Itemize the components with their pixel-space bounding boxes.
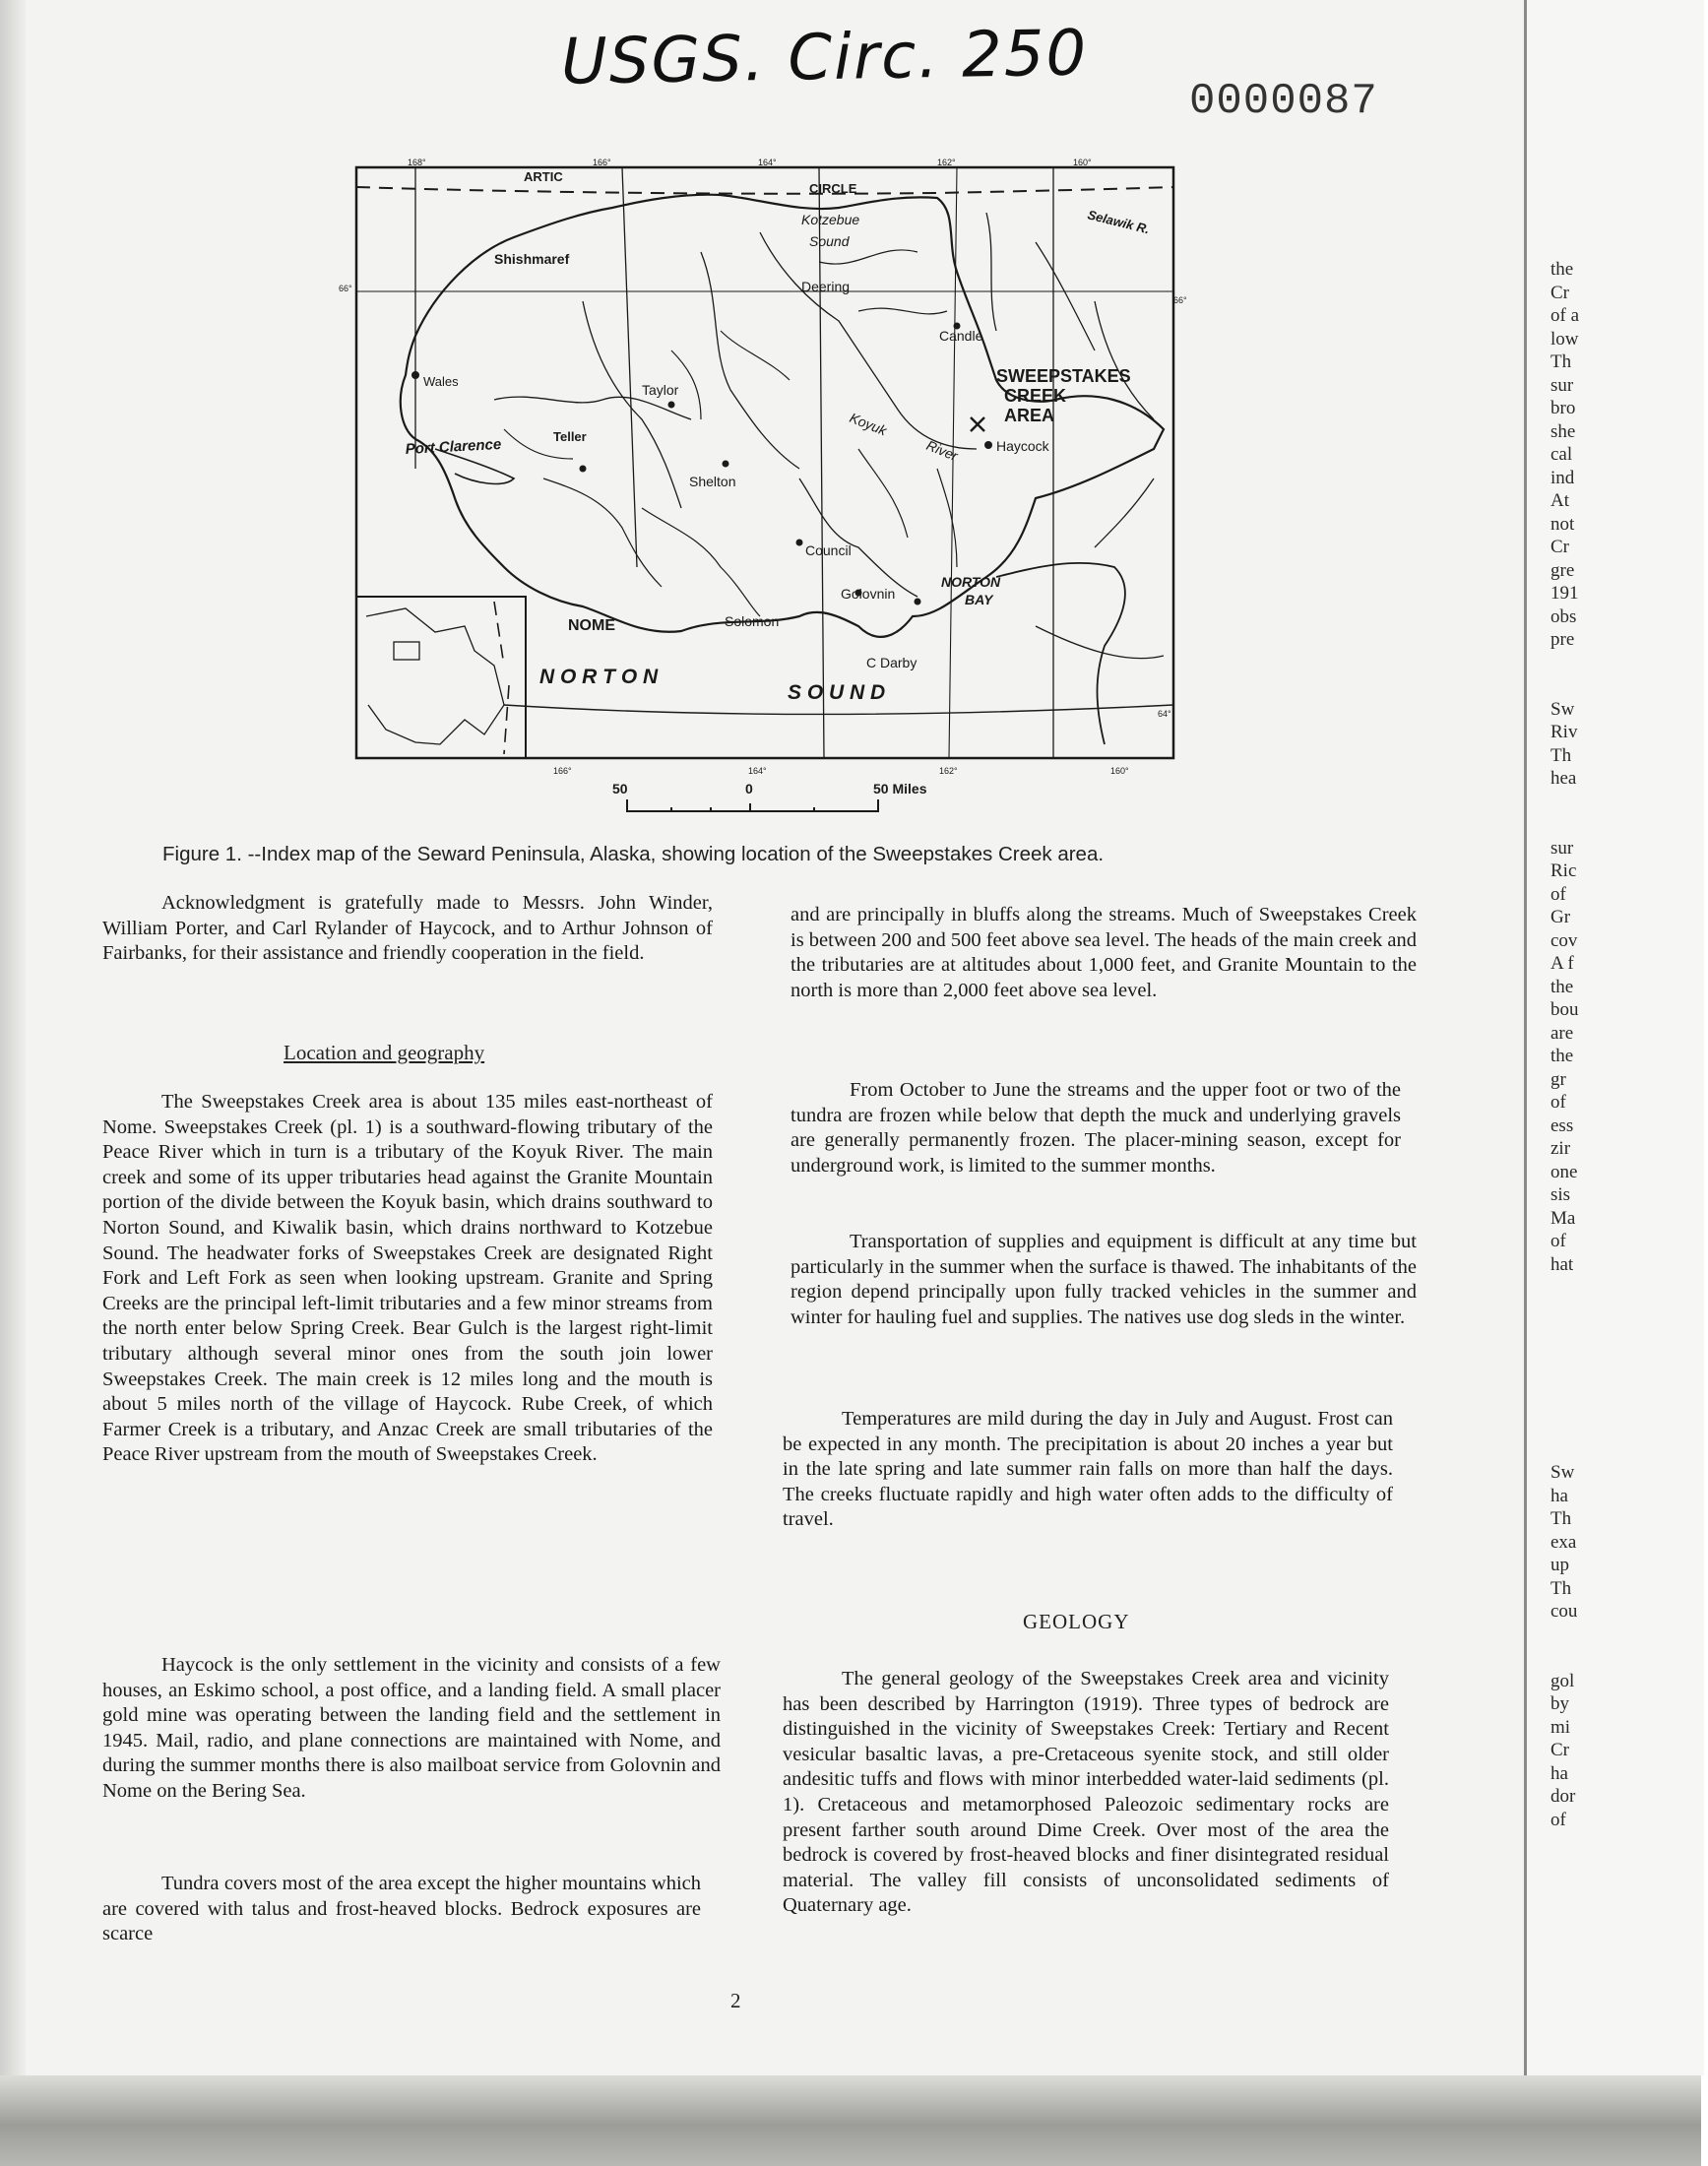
scan-left-edge (0, 0, 26, 2166)
frozen-ground-paragraph: From October to June the streams and the upper foot or two of the tundra are frozen while below that depth the muck and underlying gravels are generally permanently frozen. The placer-mining season, except for underground work, is limited to the summer months. (791, 1079, 1401, 1177)
label-sound: S O U N D (788, 681, 886, 704)
label-sweepstakes: SWEEPSTAKES (996, 366, 1131, 386)
heading-location-geography: Location and geography (284, 1041, 485, 1064)
next-page-fragment: Ric (1550, 860, 1577, 881)
next-page-fragment: gol (1550, 1670, 1575, 1691)
lon-bottom-164: 164° (748, 766, 767, 776)
next-page-fragment: Sw (1550, 1462, 1575, 1483)
label-bay: BAY (965, 592, 993, 607)
next-page-fragment: one (1550, 1161, 1578, 1182)
next-page-fragment: of (1550, 1092, 1566, 1113)
alaska-inset (356, 597, 526, 758)
next-page-fragment: of (1550, 883, 1566, 905)
label-council: Council (805, 542, 852, 558)
next-page-fragment (1550, 1646, 1708, 1670)
next-page-fragment: not (1550, 513, 1575, 535)
lon-bottom-166: 166° (553, 766, 572, 776)
next-page-fragment: gre (1550, 559, 1575, 581)
stamp-number: 0000087 (1189, 77, 1378, 126)
label-taylor: Taylor (642, 382, 679, 398)
lon-bottom-160: 160° (1110, 766, 1129, 776)
next-page-fragment: hat (1550, 1253, 1574, 1275)
next-page-fragment (1550, 791, 1708, 814)
temperature-paragraph: Temperatures are mild during the day in July and August. Frost can be expected in any month. The precipitation is about 20 inches a year but in the late spring and late summer rain falls on more than half the days. The creeks fluctuate rapidly and high water often adds to the difficulty of travel. (783, 1408, 1393, 1531)
next-page-fragment: of a (1550, 305, 1580, 326)
location-paragraph: The Sweepstakes Creek area is about 135 miles east-northeast of Nome. Sweepstakes Creek (pl. 1) is a southward-flowing tributary of the Peace River which in turn is a tributary of the Koyuk River. The main creek and some of its upper tributaries head against the Granite Mountain portion of the divide between the Koyuk basin, which drains southward to Norton Sound, and Kiwalik basin, which drains northward to Kotzebue Sound. The headwater forks of Sweepstakes Creek are designated Right Fork and Left Fork as seen when looking upstream. Granite and Spring Creeks are the principal left-limit tributaries and a few minor streams from the north enter below Spring Creek. Bear Gulch is the largest right-limit tributary although several minor ones from the south join lower Sweepstakes Creek. The main creek is 12 miles long and the mouth is about 5 miles north of the village of Haycock. Rube Creek, of which Farmer Creek is a tributary, and Anzac Creek are small tributaries of the Peace River upstream from the mouth of Sweepstakes Creek. (102, 1091, 713, 1466)
next-page-fragment: pre (1550, 629, 1575, 650)
next-page-fragment (1550, 1392, 1708, 1416)
next-page-fragment: Riv (1550, 722, 1578, 742)
next-page-fragment (1550, 813, 1708, 837)
next-page-fragment: Th (1550, 351, 1572, 372)
next-page-fragment: low (1550, 328, 1579, 350)
haycock-paragraph: Haycock is the only settlement in the vicinity and consists of a few houses, an Eskimo school, a post office, and a landing field. A small placer gold mine was operating between the landing field and the settlement in 1945. Mail, radio, and plane connections are maintained with Nome, and during the summer months there is also mailboat service from Golovnin and Nome on the Bering Sea. (102, 1654, 721, 1802)
next-page-fragment: Th (1550, 1508, 1572, 1529)
next-page-fragment: At (1550, 490, 1569, 511)
next-page-fragment: Ma (1550, 1207, 1576, 1229)
next-page-fragment (1550, 1624, 1708, 1647)
next-page-fragment (1550, 1276, 1708, 1300)
next-page-fragment (1550, 652, 1708, 675)
next-page-fragment: A f (1550, 953, 1574, 974)
next-page-fragment: cou (1550, 1601, 1578, 1622)
lon-top-162: 162° (937, 158, 956, 167)
next-page-fragment: ha (1550, 1762, 1568, 1784)
lon-top-166: 166° (593, 158, 611, 167)
label-solomon: Solomon (725, 613, 780, 629)
label-kotzebue-sound: Sound (809, 233, 850, 249)
altitude-paragraph: and are principally in bluffs along the streams. Much of Sweepstakes Creek is between 200 and 500 feet above sea level. The heads of the main creek and the tributaries are at altitudes about 1,000 feet, and Granite Mountain to the north is more than 2,000 feet above sea level. (791, 904, 1418, 1001)
label-shelton: Shelton (689, 474, 736, 489)
next-page-fragment: bro (1550, 398, 1576, 418)
scale-right: 50 Miles (873, 781, 927, 796)
next-page-fragment (1550, 1438, 1708, 1462)
next-page-fragment: sis (1550, 1184, 1571, 1205)
label-selawik: Selawik R. (1086, 207, 1152, 237)
label-creek: CREEK (1004, 386, 1067, 406)
next-page-fragment: ess (1550, 1115, 1574, 1136)
next-page-fragment: Th (1550, 1577, 1572, 1599)
label-circle: CIRCLE (809, 181, 857, 196)
geology-paragraph: The general geology of the Sweepstakes Creek area and vicinity has been described by Harrington (1919). Three types of bedrock are distinguished in the vicinity of Sweepstakes Creek: Tertiary and Recent vesicular basaltic lavas, a pre-Cretaceous syenite stock, and still older andesitic tuffs and flows with minor interbedded water-laid sediments (pl. 1). Cretaceous and metamorphosed Paleozoic sedimentary rocks are present farther south around Dime Creek. Over most of the area the bedrock is covered by frost-heaved blocks and finer disintegrated residual material. The valley fill consists of unconsolidated sediments of Quaternary age. (783, 1668, 1389, 1917)
next-page-fragment: mi (1550, 1716, 1571, 1738)
next-page-fragment: Th (1550, 744, 1572, 766)
next-page-fragment (1550, 1322, 1708, 1346)
lon-top-168: 168° (408, 158, 426, 167)
label-kotzebue: Kotzebue (801, 212, 860, 227)
next-page-fragment (1550, 1369, 1708, 1392)
next-page-fragment: Sw (1550, 698, 1575, 720)
page-number: 2 (730, 1989, 741, 2012)
label-teller: Teller (553, 429, 587, 444)
label-norton-bay: NORTON (941, 574, 1001, 590)
next-page-fragment (1550, 1415, 1708, 1438)
scale-mid: 0 (745, 781, 753, 796)
label-port-clarence: Port Clarence (405, 435, 502, 458)
label-shishmaref: Shishmaref (494, 251, 570, 267)
next-page-fragment: gr (1550, 1068, 1566, 1090)
next-page-fragment: ind (1550, 467, 1575, 488)
next-page-fragment: the (1550, 1046, 1574, 1066)
next-page-fragment: up (1550, 1555, 1569, 1575)
next-page-fragment: cal (1550, 444, 1573, 465)
lon-top-160: 160° (1073, 158, 1092, 167)
lon-bottom-162: 162° (939, 766, 958, 776)
handwritten-note: USGS. Circ. 250 (560, 17, 1089, 99)
next-page-fragment (1550, 674, 1708, 698)
next-page-fragment: of (1550, 1231, 1566, 1251)
next-page-text-fragments (1550, 258, 1708, 1831)
label-artic: ARTIC (524, 169, 563, 184)
next-page-fragment: sur (1550, 837, 1574, 859)
acknowledgment-paragraph: Acknowledgment is gratefully made to Messrs. John Winder, William Porter, and Carl Rylander of Haycock, and to Arthur Johnson of Fairbanks, for their assistance and friendly cooperation in the field. (102, 892, 713, 965)
figure-caption: Figure 1. --Index map of the Seward Peninsula, Alaska, showing location of the Sweepstakes Creek area. (162, 843, 1105, 865)
next-page-fragment: dor (1550, 1786, 1576, 1807)
next-page-fragment: sur (1550, 374, 1574, 396)
next-page-fragment: Gr (1550, 907, 1571, 927)
next-page-fragment: hea (1550, 768, 1577, 789)
next-page-fragment: are (1550, 1022, 1574, 1044)
label-deering: Deering (801, 279, 851, 294)
label-koyuk: Koyuk (847, 409, 889, 439)
next-page-fragment: exa (1550, 1531, 1577, 1553)
lon-top-164: 164° (758, 158, 777, 167)
next-page-fragment: cov (1550, 929, 1578, 951)
next-page-fragment: 191 (1550, 583, 1579, 604)
lat-right-64: 64° (1158, 709, 1171, 719)
label-nome: NOME (568, 617, 615, 634)
label-area: AREA (1004, 406, 1055, 425)
label-river: River (923, 436, 961, 465)
label-c-darby: C Darby (866, 655, 917, 670)
index-map (339, 154, 1187, 851)
next-page-fragment: Cr (1550, 282, 1569, 303)
next-page-fragment: bou (1550, 999, 1579, 1020)
next-page-fragment: Cr (1550, 537, 1569, 557)
scale-left: 50 (612, 781, 628, 796)
next-page-fragment: she (1550, 420, 1576, 442)
label-norton: N O R T O N (539, 666, 659, 688)
label-wales: Wales (423, 374, 459, 389)
tundra-paragraph: Tundra covers most of the area except the higher mountains which are covered with talus and frost-heaved blocks. Bedrock exposures are scarce (102, 1873, 701, 1945)
next-page-fragment: by (1550, 1693, 1569, 1714)
next-page-fragment: the (1550, 976, 1574, 997)
lat-left-66: 66° (339, 284, 352, 293)
heading-geology: GEOLOGY (1023, 1610, 1130, 1633)
next-page-fragment (1550, 1346, 1708, 1370)
lat-right-66: 66° (1173, 295, 1187, 305)
next-page-fragment: obs (1550, 605, 1577, 627)
next-page-edge (1524, 0, 1704, 2075)
next-page-fragment: of (1550, 1809, 1566, 1830)
label-golovnin: Golovnin (841, 586, 896, 602)
scale-bar (627, 799, 878, 811)
next-page-fragment: zir (1550, 1138, 1571, 1159)
transportation-paragraph: Transportation of supplies and equipment is difficult at any time but particularly in the summer when the surface is thawed. The inhabitants of the region depend principally upon fully tracked vehicles in the summer and winter for hauling fuel and supplies. The natives use dog sleds in the winter. (791, 1231, 1417, 1328)
next-page-fragment (1550, 1300, 1708, 1323)
next-page-fragment: the (1550, 259, 1574, 280)
next-page-fragment: ha (1550, 1485, 1568, 1506)
label-candle: Candle (939, 328, 983, 344)
next-page-fragment: Cr (1550, 1740, 1569, 1760)
scan-bottom-edge (0, 2075, 1701, 2166)
label-haycock: Haycock (996, 438, 1049, 454)
